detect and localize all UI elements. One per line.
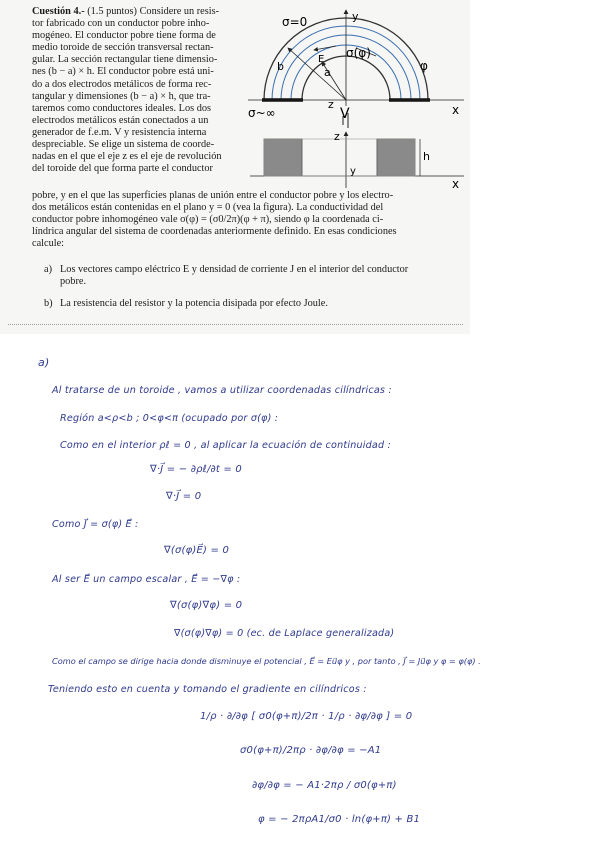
question-line: del toroide del que forma parte el conductor [32,163,213,175]
hw-line: Como el campo se dirige hacia donde disminuye el potencial , E⃗ = Eu⃗φ y , por tanto , J⃗ = Ju⃗φ y φ = φ(φ) . [52,656,481,666]
cross-section-left [264,139,302,176]
question-line: electrodos metálicos están conectados a un [32,114,209,126]
hw-equation: ∇(σ(φ)∇φ) = 0 (ec. de Laplace generalizada) [174,628,395,639]
question-line: conductor pobre inhomogéneo vale σ(φ) = (σ0/2π)(φ + π), siendo φ la coordenada ci- [32,214,384,226]
hw-line: Región a<ρ<b ; 0<φ<π (ocupado por σ(φ) : [60,413,279,424]
question-line: calcule: [32,238,65,250]
z-label-lower: z [334,130,340,143]
h-label: h [423,150,430,163]
hw-line: Al ser E⃗ un campo escalar , E⃗ = −∇φ : [52,574,241,585]
sigma-inf-label: σ~∞ [248,106,276,120]
item-b-label: b) [44,298,53,309]
question-wide-text [32,190,446,250]
e-field-label: E [318,54,325,65]
radius-b-label: b [277,60,284,73]
hw-part-label: a) [38,356,50,369]
question-line: despreciable. Se elige un sistema de coorde- [32,139,215,151]
hw-equation: ∇·J⃗ = 0 [166,491,202,502]
question-line: líndrica angular del sistema de coordenadas anteriormente definido. En esas condiciones [32,226,397,238]
item-a-text: Los vectores campo eléctrico E y densidad de corriente J en el interior del conductor [60,264,409,275]
question-narrow-text [32,6,238,175]
hw-equation: 1/ρ · ∂/∂φ [ σ0(φ+π)/2π · 1/ρ · ∂φ/∂φ ] = 0 [200,711,413,722]
question-line: mogéneo. El conductor pobre tiene forma de [32,30,216,42]
question-line: dos metálicos están contenidas en el plano y = 0 (vea la figura). La conductividad del [32,202,384,214]
x-label-lower: x [452,177,460,190]
item-b-text: La resistencia del resistor y la potencia disipada por efecto Joule. [60,298,328,309]
hw-equation: ∇(σ(φ)∇φ) = 0 [170,600,243,611]
hw-equation: ∇·J⃗ = − ∂ρℓ/∂t = 0 [150,464,242,475]
z-label: z [328,98,334,111]
y-label: y [352,10,359,23]
x-label: x [452,103,460,117]
question-line: tor fabricado con un conductor pobre inho- [32,18,210,30]
question-line: nes (b − a) × h. El conductor pobre está uni- [32,66,214,78]
divider [8,324,463,325]
toroid-figure [244,4,470,190]
cross-section-right [377,139,415,176]
hw-line: Teniendo esto en cuenta y tomando el gradiente en cilíndricos : [48,684,367,695]
y-label-lower: y [350,166,356,177]
question-line: nadas en el que el eje z es el eje de revolución [32,151,222,163]
hw-equation: ∇(σ(φ)E⃗) = 0 [164,545,230,556]
hw-equation: φ = − 2πρA1/σ0 · ln(φ+π) + B1 [258,814,421,825]
voltage-label: V [340,106,350,122]
hw-equation: σ0(φ+π)/2πρ · ∂φ/∂φ = −A1 [240,745,382,756]
question-line: gular. La sección rectangular tiene dimensio- [32,54,218,66]
phi-label: φ [420,59,428,73]
question-line: taremos como conductores ideales. Los dos [32,102,212,114]
hw-line: Como J⃗ = σ(φ) E⃗ : [52,519,139,530]
radius-a-label: a [324,66,331,79]
sigma-zero-label: σ=0 [282,15,308,29]
radius-b [288,48,346,100]
hw-equation: ∂φ/∂φ = − A1·2πρ / σ0(φ+π) [252,780,397,791]
hw-line: Como en el interior ρℓ = 0 , al aplicar la ecuación de continuidad : [60,440,391,451]
item-a-label: a) [44,264,52,275]
question-heading: Cuestión 4.- [32,6,85,17]
question-line: medio toroide de sección transversal rectan- [32,42,214,54]
question-points: (1.5 puntos) [87,6,137,17]
question-line: do a dos electrodos metálicos de forma rec- [32,78,212,90]
question-line: generador de f.e.m. V y resistencia interna [32,126,207,138]
hw-line: Al tratarse de un toroide , vamos a utilizar coordenadas cilíndricas : [52,385,392,396]
question-line: pobre, y en el que las superficies planas de unión entre el conductor pobre y los electro- [32,190,394,201]
question-first-line [32,6,238,18]
sigma-phi-label: σ(φ) [346,46,371,60]
question-line: Considere un resis- [139,6,220,17]
question-line: tangular y dimensiones (b − a) × h, que tra- [32,90,211,102]
item-a-text: pobre. [60,276,87,287]
